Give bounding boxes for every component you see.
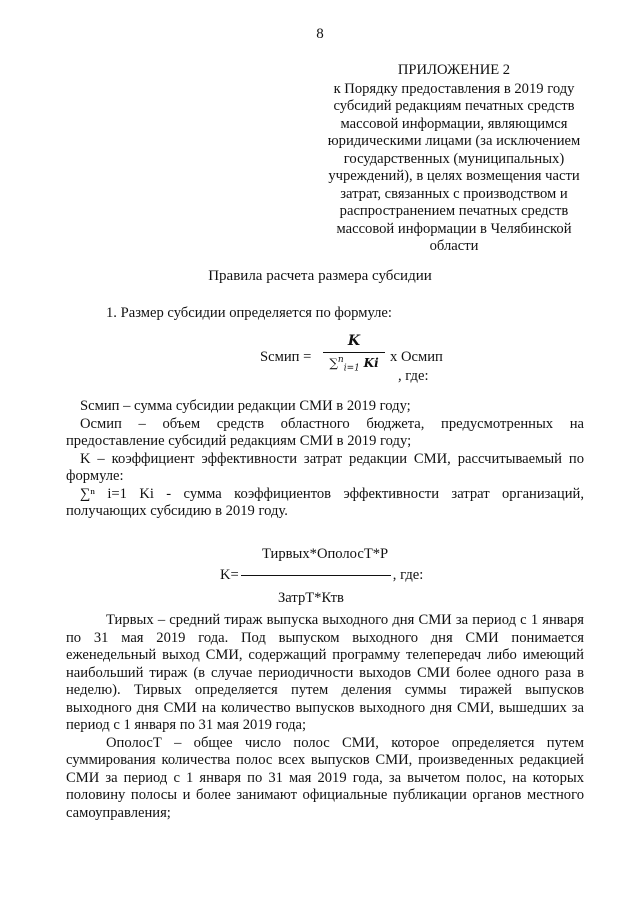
body-paragraph: Тирвых – средний тираж выпуска выходного дня СМИ за период с 1 января по 31 мая 2019 года. Под выпуском выходного дня СМИ понимается еженедельный выход СМИ, содержащий программу телепередач либо имеющий наибольший тираж (в случае периодичности выходов СМИ более одного раза в неделю). Тирвых определяется путем деления суммы тиражей выпусков выходного дня СМИ на количество выпусков выходного дня СМИ, вышедших за период с 1 января по 31 мая 2019 года; xyxy=(66,612,584,733)
sum-symbol: ∑ xyxy=(329,355,338,370)
definition-paragraph: K – коэффициент эффективности затрат редакции СМИ, рассчитываемый по формуле: xyxy=(66,450,584,484)
appendix-line: учреждений), в целях возмещения части xyxy=(328,168,580,184)
appendix-line: массовой информации в Челябинской xyxy=(336,220,572,237)
appendix-block xyxy=(310,62,598,256)
appendix-line: распространением печатных средств xyxy=(339,203,569,219)
fraction-bar xyxy=(323,352,385,353)
paragraphs-block xyxy=(66,612,584,822)
appendix-line: затрат, связанных с производством и xyxy=(340,185,568,202)
appendix-line: субсидий редакциям печатных средств xyxy=(333,98,575,114)
sum-term: Ki xyxy=(363,355,379,370)
appendix-line: юридическими лицами (за исключением xyxy=(327,133,581,149)
list-item-1: 1. Размер субсидии определяется по формуле: xyxy=(106,305,392,321)
subsidy-formula xyxy=(260,333,480,383)
appendix-line: области xyxy=(429,238,479,254)
formula2-where: , где: xyxy=(392,567,424,583)
formula-rhs: x Осмип xyxy=(390,349,443,365)
sum-lower: i=1 xyxy=(343,362,360,373)
formula-fraction xyxy=(323,333,385,372)
formula2-denominator: ЗатрТ*Ктв xyxy=(278,590,344,606)
formula-denominator xyxy=(323,355,385,373)
body-paragraph: ОполосТ – общее число полос СМИ, которое определяется путем суммирования количества полос всех выпусков СМИ, произведенных редакцией СМИ за период с 1 января по 31 мая 2019 года, за вычетом полос, на которых половину полосы и более занимают официальные публикации органов местного самоуправления; xyxy=(66,734,584,821)
formula2-lhs: K= xyxy=(220,567,239,583)
page-number: 8 xyxy=(316,26,324,42)
formula2-numerator: Тирвых*ОполосТ*Р xyxy=(262,546,389,562)
appendix-line: массовой информации, являющимся xyxy=(340,115,568,132)
appendix-line: государственных (муниципальных) xyxy=(343,150,565,167)
formula-numerator: K xyxy=(347,333,361,349)
formula2-line xyxy=(220,567,423,585)
fraction-bar xyxy=(241,575,391,576)
formula-lhs: Sсмип = xyxy=(260,349,312,365)
sum-upper: n xyxy=(337,354,344,365)
appendix-line: к Порядку предоставления в 2019 году xyxy=(333,80,575,97)
definitions-block xyxy=(66,398,584,521)
appendix-heading: ПРИЛОЖЕНИЕ 2 xyxy=(397,62,511,78)
definition-paragraph: Осмип – объем средств областного бюджета, предусмотренных на предоставление субсидий редакциям СМИ в 2019 году; xyxy=(66,415,584,449)
definition-paragraph: Sсмип – сумма субсидии редакции СМИ в 2019 году; xyxy=(80,398,411,414)
document-title: Правила расчета размера субсидии xyxy=(208,268,432,284)
formula-where: , где: xyxy=(398,368,429,384)
definition-paragraph: ∑ⁿ i=1 Ki - сумма коэффициентов эффективности затрат организаций, получающих субсидию в 2019 году. xyxy=(66,485,584,519)
